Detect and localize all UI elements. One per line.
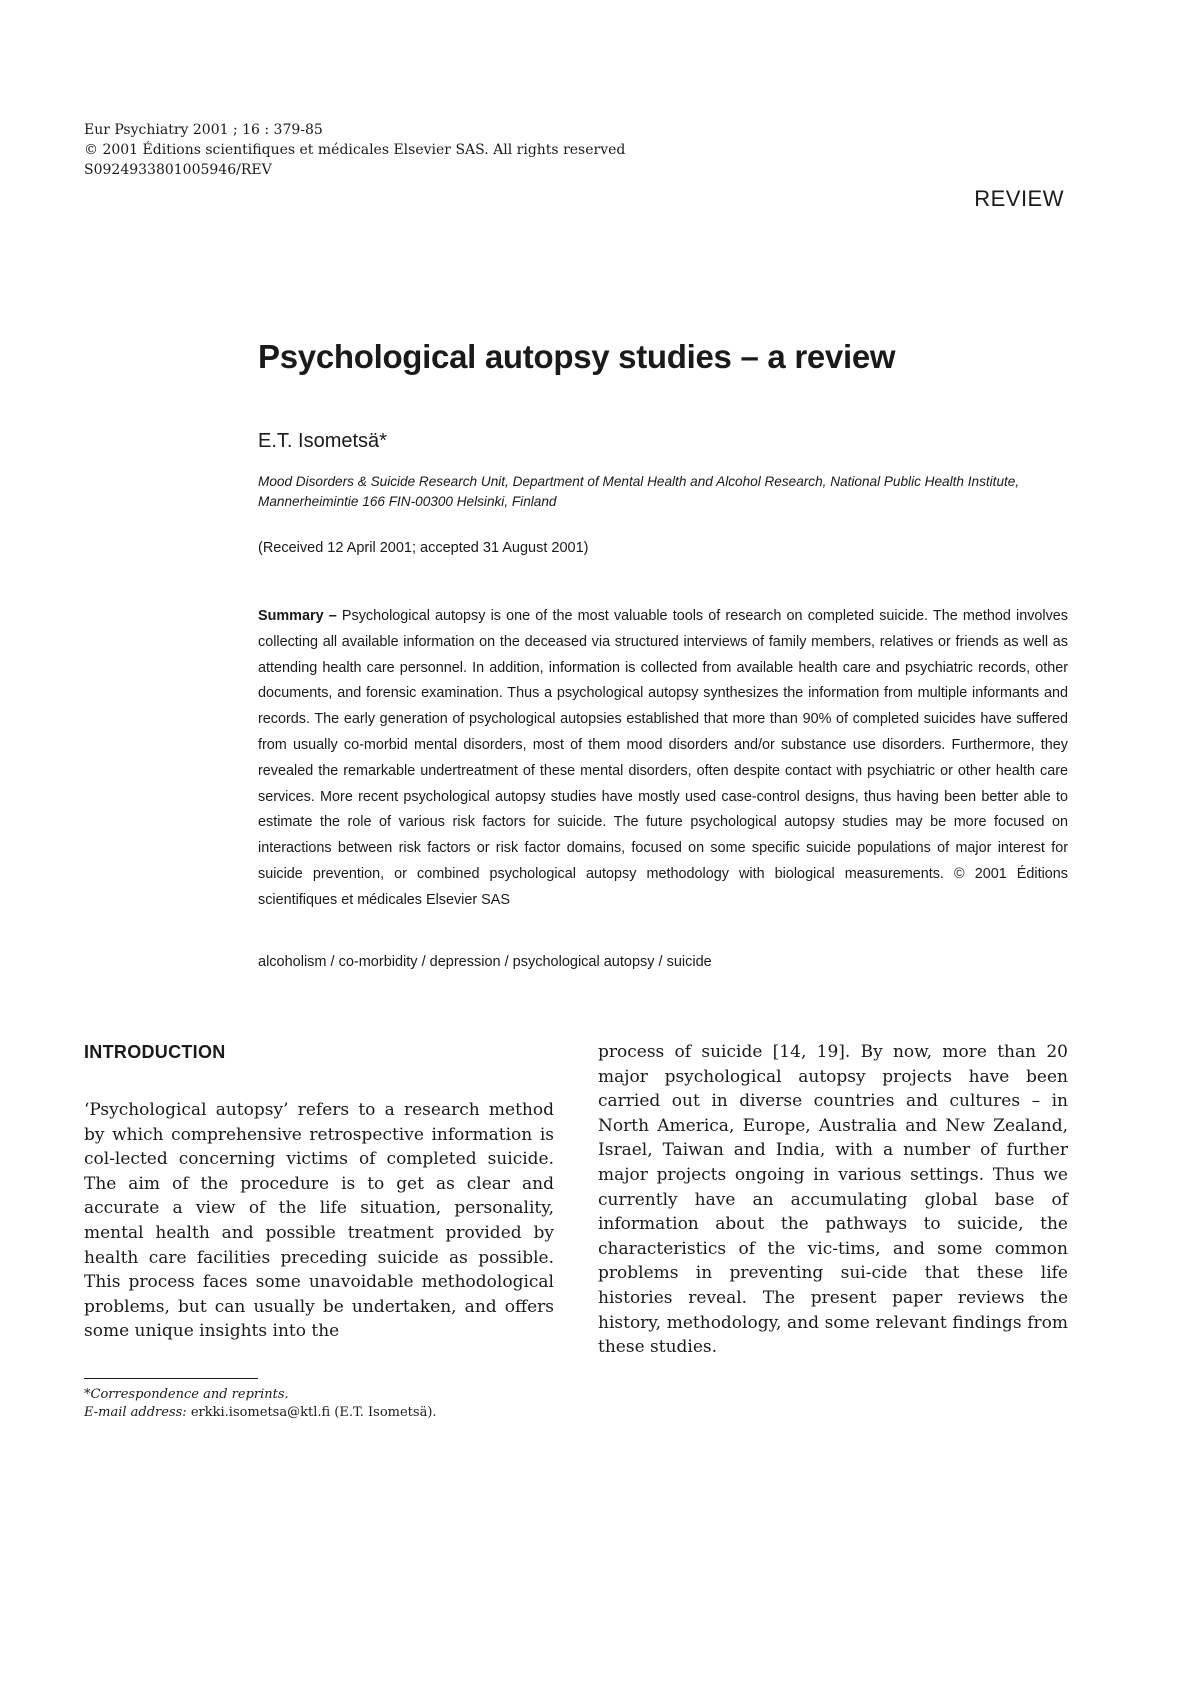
- article-identifier: S0924933801005946/REV: [84, 162, 272, 178]
- section-heading-introduction: INTRODUCTION: [84, 1042, 226, 1062]
- author-affiliation: Mood Disorders & Suicide Research Unit, Department of Mental Health and Alcohol Research, National Public Health Institute, Mannerheimintie 166 FIN-00300 Helsinki, Finland: [258, 474, 1020, 509]
- abstract-label: Summary –: [258, 608, 337, 624]
- body-paragraph-left: ‘Psychological autopsy’ refers to a research method by which comprehensive retrospective information is col-lected concerning victims of completed suicide. The aim of the procedure is to get as clear and accurate a view of the life situation, personality, mental health and possible treatment provided by health care facilities preceding suicide as possible. This process faces some unavoidable methodological problems, but can usually be undertaken, and offers some unique insights into the: [84, 1100, 554, 1342]
- copyright-line: © 2001 Éditions scientifiques et médicales Elsevier SAS. All rights reserved: [84, 142, 626, 158]
- footnote-divider: [84, 1378, 258, 1379]
- article-author: E.T. Isometsä*: [258, 430, 387, 452]
- keywords: alcoholism / co-morbidity / depression / psychological autopsy / suicide: [258, 954, 712, 970]
- email-note: [84, 1404, 437, 1422]
- article-title: Psychological autopsy studies – a review: [258, 338, 896, 375]
- section-label: REVIEW: [974, 186, 1064, 211]
- journal-header: [84, 120, 625, 180]
- footnotes: [84, 1386, 437, 1422]
- correspondence-note: *Correspondence and reprints.: [84, 1387, 289, 1402]
- journal-citation: Eur Psychiatry 2001 ; 16 : 379-85: [84, 122, 323, 138]
- abstract-text: Psychological autopsy is one of the most valuable tools of research on completed suicide. The method involves collecting all available information on the deceased via structured interviews of family members, relatives or friends as well as attending health care personnel. In addition, information is collected from available health care and psychiatric records, other documents, and forensic examination. Thus a psychological autopsy synthesizes the information from multiple informants and records. The early generation of psychological autopsies established that more than 90% of completed suicides have suffered from usually co-morbid mental disorders, most of them mood disorders and/or substance use disorders. Furthermore, they revealed the remarkable undertreatment of these mental disorders, often despite contact with psychiatric or other health care services. More recent psychological autopsy studies have mostly used case-control designs, thus having been better able to estimate the role of various risk factors for suicide. The future psychological autopsy studies may be more focused on interactions between risk factors or risk factor domains, focused on some specific suicide populations of major interest for suicide prevention, or combined psychological autopsy methodology with biological measurements. © 2001 Éditions scientifiques et médicales Elsevier SAS: [258, 608, 1069, 908]
- email-label: E-mail address:: [84, 1405, 187, 1420]
- abstract: [258, 604, 1068, 914]
- received-dates: (Received 12 April 2001; accepted 31 August 2001): [258, 540, 589, 556]
- email-address[interactable]: erkki.isometsa@ktl.fi (E.T. Isometsä).: [190, 1405, 437, 1420]
- body-paragraph-right: process of suicide [14, 19]. By now, more than 20 major psychological autopsy projects have been carried out in diverse countries and cultures – in North America, Europe, Australia and New Zealand, Israel, Taiwan and India, with a number of further major projects ongoing in various settings. Thus we currently have an accumulating global base of information about the pathways to suicide, the characteristics of the vic-tims, and some common problems in preventing sui-cide that these life histories reveal. The present paper reviews the history, methodology, and some relevant findings from these studies.: [598, 1042, 1068, 1358]
